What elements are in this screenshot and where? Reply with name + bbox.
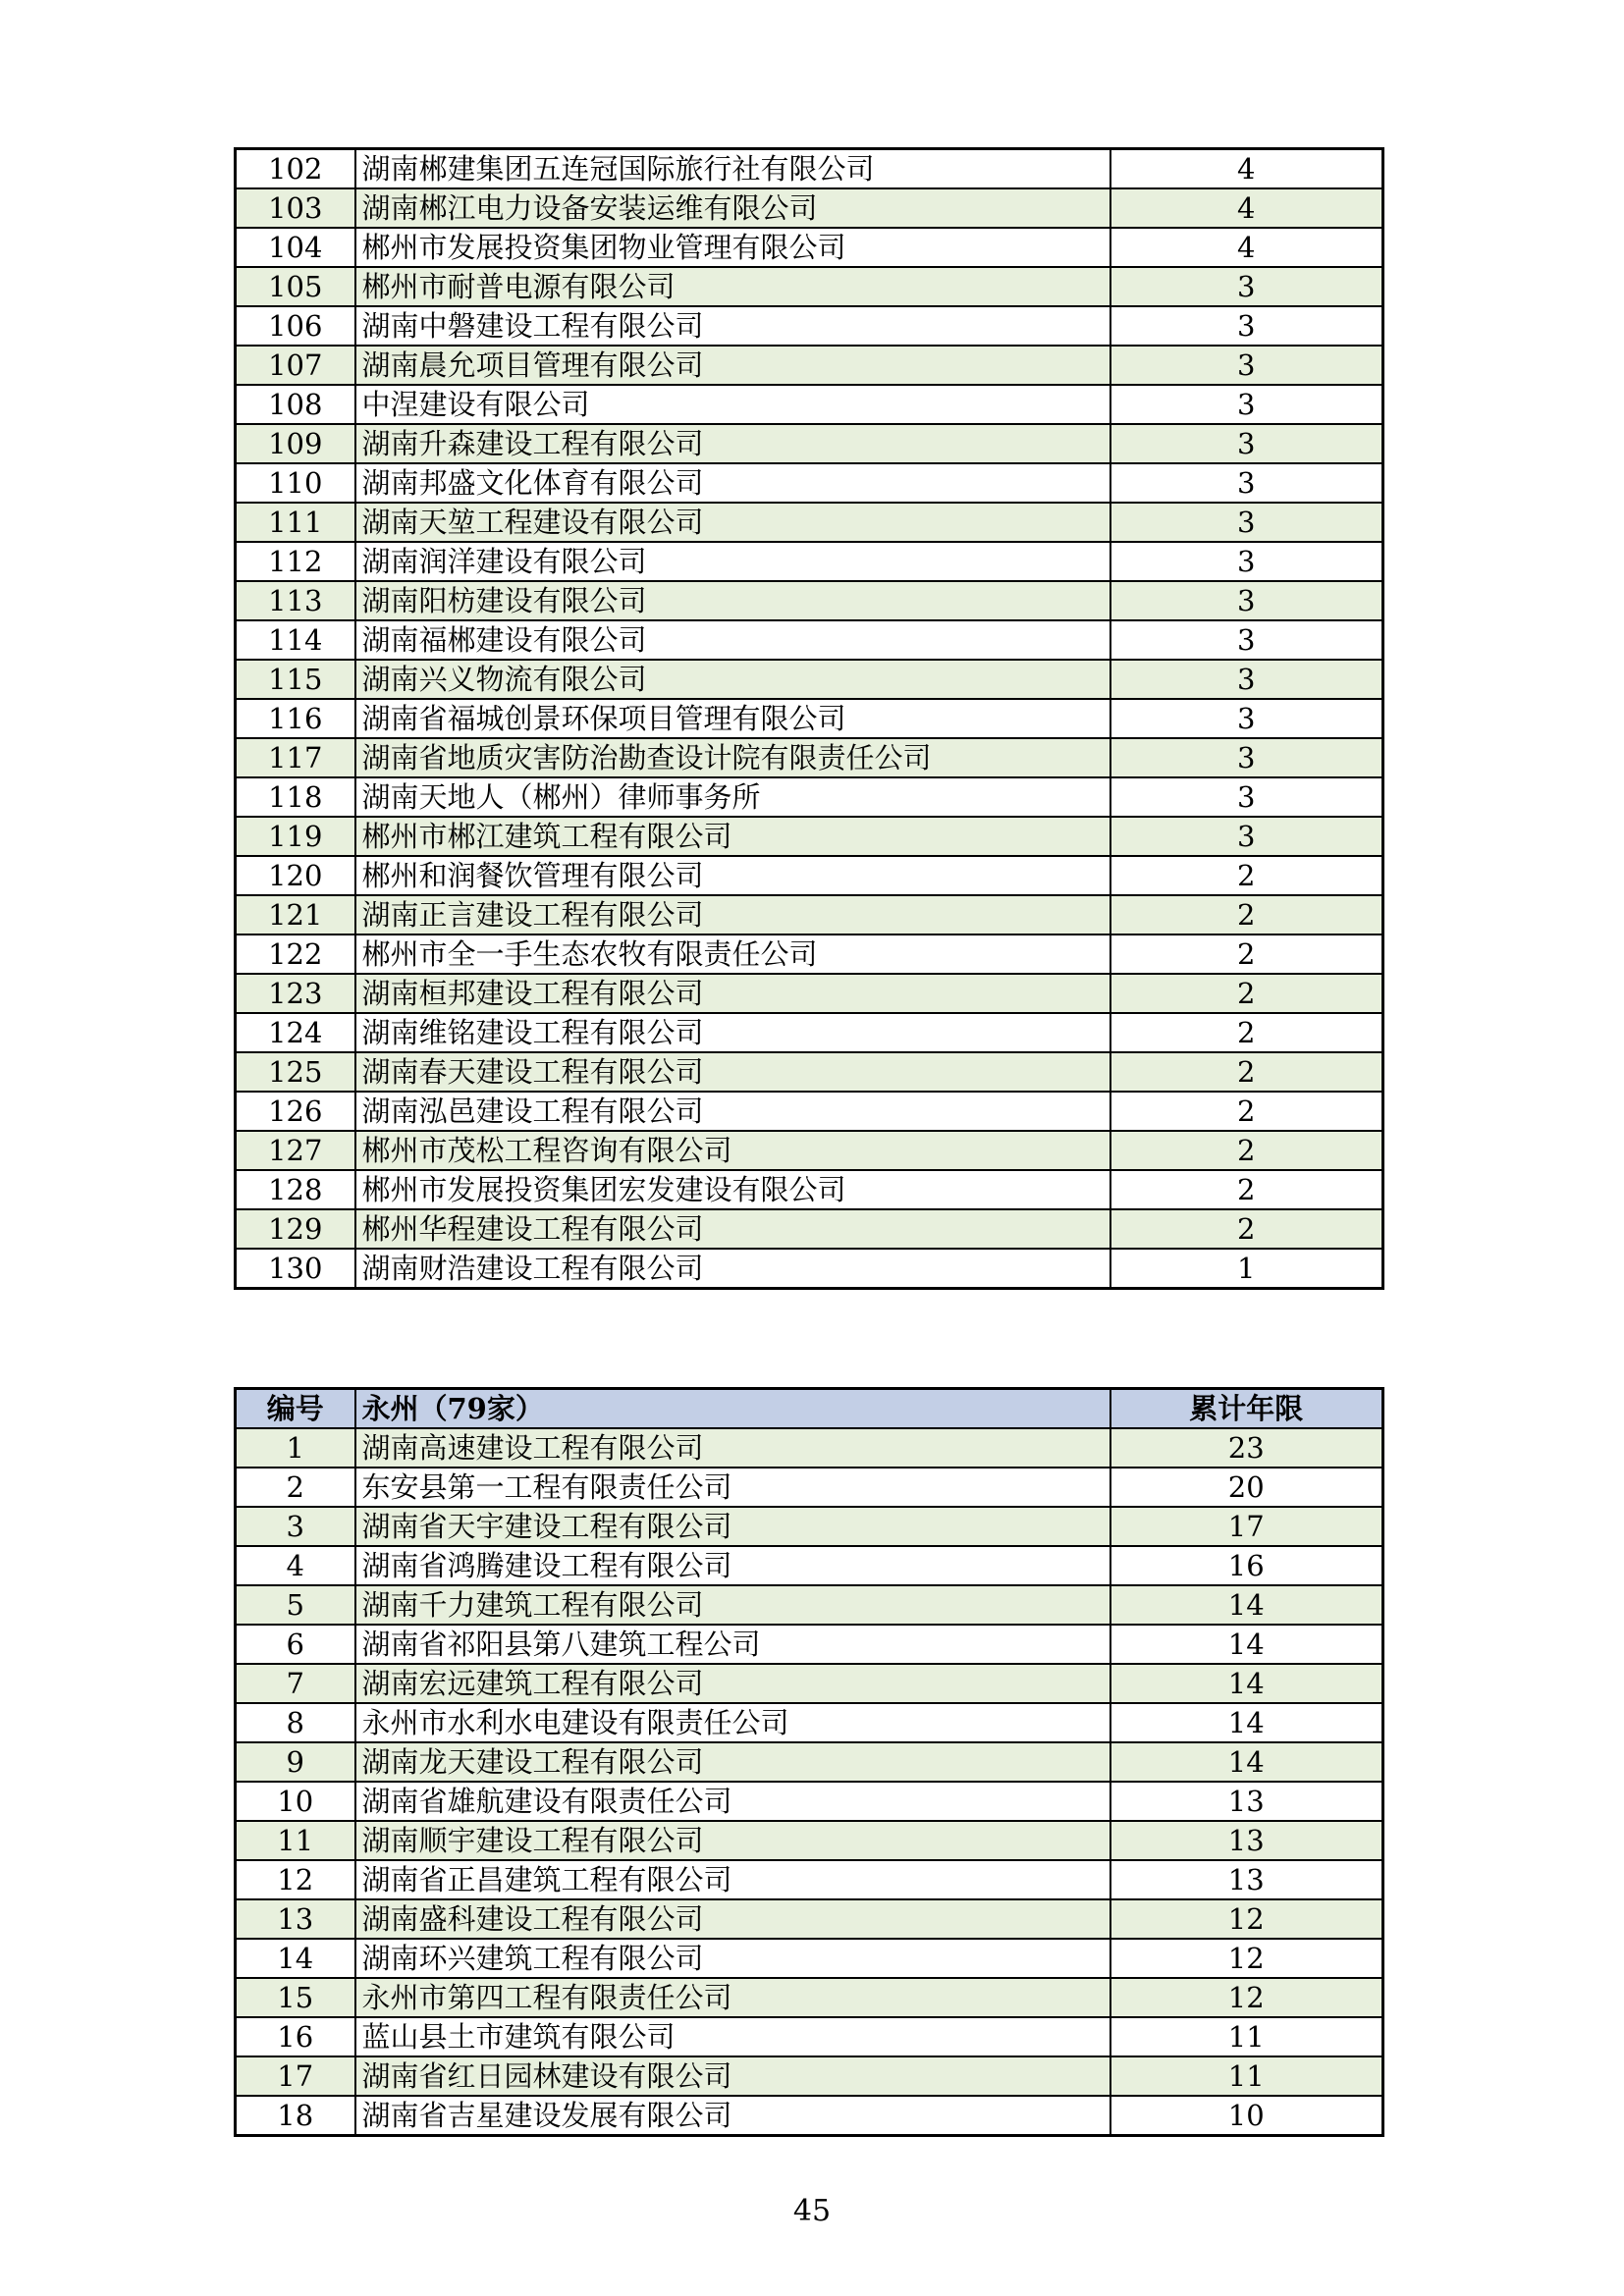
cumulative-years: 3 <box>1110 306 1383 346</box>
company-name: 湖南省雄航建设有限责任公司 <box>355 1782 1110 1821</box>
table-row <box>236 1170 1383 1209</box>
cumulative-years: 14 <box>1110 1742 1383 1782</box>
row-number: 9 <box>236 1742 355 1782</box>
table-row <box>236 463 1383 503</box>
company-name: 郴州华程建设工程有限公司 <box>355 1209 1110 1249</box>
company-name: 湖南财浩建设工程有限公司 <box>355 1249 1110 1289</box>
company-name: 湖南泓邑建设工程有限公司 <box>355 1092 1110 1131</box>
table-row <box>236 1939 1383 1978</box>
cumulative-years: 12 <box>1110 1978 1383 2017</box>
row-number: 103 <box>236 188 355 228</box>
row-number: 18 <box>236 2096 355 2136</box>
row-number: 119 <box>236 817 355 856</box>
company-name: 湖南盛科建设工程有限公司 <box>355 1899 1110 1939</box>
table-row <box>236 1664 1383 1703</box>
table-row <box>236 1209 1383 1249</box>
row-number: 128 <box>236 1170 355 1209</box>
company-name: 湖南省吉星建设发展有限公司 <box>355 2096 1110 2136</box>
cumulative-years: 2 <box>1110 1209 1383 1249</box>
cumulative-years: 13 <box>1110 1860 1383 1899</box>
table-row <box>236 1249 1383 1289</box>
cumulative-years: 3 <box>1110 817 1383 856</box>
row-number: 126 <box>236 1092 355 1131</box>
company-name: 蓝山县土市建筑有限公司 <box>355 2017 1110 2056</box>
row-number: 5 <box>236 1585 355 1625</box>
table-row <box>236 738 1383 777</box>
row-number: 14 <box>236 1939 355 1978</box>
table-row <box>236 503 1383 542</box>
cumulative-years: 1 <box>1110 1249 1383 1289</box>
table-row <box>236 1782 1383 1821</box>
row-number: 12 <box>236 1860 355 1899</box>
table-row <box>236 974 1383 1013</box>
row-number: 4 <box>236 1546 355 1585</box>
table-row <box>236 1131 1383 1170</box>
company-name: 湖南升森建设工程有限公司 <box>355 424 1110 463</box>
cumulative-years: 3 <box>1110 542 1383 581</box>
row-number: 6 <box>236 1625 355 1664</box>
company-name: 湖南省红日园林建设有限公司 <box>355 2056 1110 2096</box>
table-row <box>236 817 1383 856</box>
cumulative-years: 14 <box>1110 1625 1383 1664</box>
company-name: 湖南省鸿腾建设工程有限公司 <box>355 1546 1110 1585</box>
cumulative-years: 3 <box>1110 424 1383 463</box>
company-name: 湖南天堃工程建设有限公司 <box>355 503 1110 542</box>
table-row <box>236 699 1383 738</box>
row-number: 114 <box>236 620 355 660</box>
cumulative-years: 11 <box>1110 2017 1383 2056</box>
table-row <box>236 581 1383 620</box>
row-number: 110 <box>236 463 355 503</box>
row-number: 116 <box>236 699 355 738</box>
table-row <box>236 267 1383 306</box>
cumulative-years: 3 <box>1110 620 1383 660</box>
cumulative-years: 4 <box>1110 149 1383 189</box>
cumulative-years: 13 <box>1110 1782 1383 1821</box>
company-name: 湖南省祁阳县第八建筑工程公司 <box>355 1625 1110 1664</box>
cumulative-years: 2 <box>1110 1131 1383 1170</box>
company-name: 郴州市郴江建筑工程有限公司 <box>355 817 1110 856</box>
table-row <box>236 777 1383 817</box>
cumulative-years: 3 <box>1110 346 1383 385</box>
row-number: 102 <box>236 149 355 189</box>
company-name: 郴州市全一手生态农牧有限责任公司 <box>355 934 1110 974</box>
table-row <box>236 188 1383 228</box>
row-number: 7 <box>236 1664 355 1703</box>
row-number: 127 <box>236 1131 355 1170</box>
row-number: 1 <box>236 1428 355 1468</box>
cumulative-years: 2 <box>1110 856 1383 895</box>
company-name: 湖南省天宇建设工程有限公司 <box>355 1507 1110 1546</box>
row-number: 10 <box>236 1782 355 1821</box>
company-name: 湖南省福城创景环保项目管理有限公司 <box>355 699 1110 738</box>
cumulative-years: 3 <box>1110 267 1383 306</box>
table-row <box>236 542 1383 581</box>
company-table-yongzhou <box>234 1387 1384 2137</box>
table-row <box>236 1585 1383 1625</box>
cumulative-years: 2 <box>1110 1092 1383 1131</box>
company-name: 湖南龙天建设工程有限公司 <box>355 1742 1110 1782</box>
table-header-row <box>236 1389 1383 1429</box>
table-row <box>236 1546 1383 1585</box>
row-number: 111 <box>236 503 355 542</box>
row-number: 112 <box>236 542 355 581</box>
table-row <box>236 856 1383 895</box>
table-row <box>236 2017 1383 2056</box>
row-number: 8 <box>236 1703 355 1742</box>
row-number: 115 <box>236 660 355 699</box>
cumulative-years: 20 <box>1110 1468 1383 1507</box>
company-name: 湖南千力建筑工程有限公司 <box>355 1585 1110 1625</box>
row-number: 120 <box>236 856 355 895</box>
table-row <box>236 895 1383 934</box>
header-region: 永州（79家） <box>355 1389 1110 1429</box>
row-number: 124 <box>236 1013 355 1052</box>
company-table-chenzhou-continued <box>234 147 1384 1290</box>
company-name: 郴州市发展投资集团物业管理有限公司 <box>355 228 1110 267</box>
row-number: 109 <box>236 424 355 463</box>
company-name: 湖南省地质灾害防治勘查设计院有限责任公司 <box>355 738 1110 777</box>
table-row <box>236 2056 1383 2096</box>
row-number: 130 <box>236 1249 355 1289</box>
row-number: 107 <box>236 346 355 385</box>
company-name: 湖南阳枋建设有限公司 <box>355 581 1110 620</box>
company-name: 湖南正言建设工程有限公司 <box>355 895 1110 934</box>
row-number: 122 <box>236 934 355 974</box>
company-name: 湖南郴建集团五连冠国际旅行社有限公司 <box>355 149 1110 189</box>
table-row <box>236 1428 1383 1468</box>
company-name: 永州市第四工程有限责任公司 <box>355 1978 1110 2017</box>
table-row <box>236 424 1383 463</box>
table-row <box>236 1052 1383 1092</box>
table-row <box>236 1860 1383 1899</box>
company-name: 湖南环兴建筑工程有限公司 <box>355 1939 1110 1978</box>
page-number: 45 <box>792 2194 832 2228</box>
company-name: 湖南维铭建设工程有限公司 <box>355 1013 1110 1052</box>
row-number: 13 <box>236 1899 355 1939</box>
cumulative-years: 16 <box>1110 1546 1383 1585</box>
table-row <box>236 1092 1383 1131</box>
cumulative-years: 3 <box>1110 660 1383 699</box>
cumulative-years: 23 <box>1110 1428 1383 1468</box>
row-number: 121 <box>236 895 355 934</box>
row-number: 16 <box>236 2017 355 2056</box>
company-name: 郴州市茂松工程咨询有限公司 <box>355 1131 1110 1170</box>
company-name: 湖南中磐建设工程有限公司 <box>355 306 1110 346</box>
table-row <box>236 1013 1383 1052</box>
table-row <box>236 149 1383 189</box>
cumulative-years: 17 <box>1110 1507 1383 1546</box>
cumulative-years: 12 <box>1110 1939 1383 1978</box>
company-name: 湖南晨允项目管理有限公司 <box>355 346 1110 385</box>
row-number: 104 <box>236 228 355 267</box>
row-number: 108 <box>236 385 355 424</box>
table-row <box>236 306 1383 346</box>
table-row <box>236 385 1383 424</box>
row-number: 117 <box>236 738 355 777</box>
cumulative-years: 10 <box>1110 2096 1383 2136</box>
table-row <box>236 1821 1383 1860</box>
row-number: 11 <box>236 1821 355 1860</box>
company-name: 东安县第一工程有限责任公司 <box>355 1468 1110 1507</box>
row-number: 125 <box>236 1052 355 1092</box>
cumulative-years: 3 <box>1110 385 1383 424</box>
company-name: 中涅建设有限公司 <box>355 385 1110 424</box>
table-row <box>236 2096 1383 2136</box>
table-row <box>236 660 1383 699</box>
cumulative-years: 13 <box>1110 1821 1383 1860</box>
header-number: 编号 <box>236 1389 355 1429</box>
company-name: 湖南邦盛文化体育有限公司 <box>355 463 1110 503</box>
cumulative-years: 3 <box>1110 581 1383 620</box>
table-row <box>236 1899 1383 1939</box>
row-number: 123 <box>236 974 355 1013</box>
row-number: 106 <box>236 306 355 346</box>
table-row <box>236 1625 1383 1664</box>
row-number: 3 <box>236 1507 355 1546</box>
row-number: 105 <box>236 267 355 306</box>
company-name: 永州市水利水电建设有限责任公司 <box>355 1703 1110 1742</box>
table-row <box>236 1507 1383 1546</box>
table-row <box>236 620 1383 660</box>
cumulative-years: 14 <box>1110 1664 1383 1703</box>
cumulative-years: 3 <box>1110 503 1383 542</box>
cumulative-years: 3 <box>1110 463 1383 503</box>
table-row <box>236 1742 1383 1782</box>
cumulative-years: 11 <box>1110 2056 1383 2096</box>
company-name: 郴州和润餐饮管理有限公司 <box>355 856 1110 895</box>
cumulative-years: 4 <box>1110 188 1383 228</box>
cumulative-years: 2 <box>1110 1052 1383 1092</box>
company-name: 湖南高速建设工程有限公司 <box>355 1428 1110 1468</box>
cumulative-years: 2 <box>1110 934 1383 974</box>
table-row <box>236 228 1383 267</box>
row-number: 2 <box>236 1468 355 1507</box>
company-name: 湖南天地人（郴州）律师事务所 <box>355 777 1110 817</box>
company-name: 湖南福郴建设有限公司 <box>355 620 1110 660</box>
cumulative-years: 14 <box>1110 1585 1383 1625</box>
cumulative-years: 3 <box>1110 699 1383 738</box>
company-name: 湖南润洋建设有限公司 <box>355 542 1110 581</box>
company-name: 郴州市发展投资集团宏发建设有限公司 <box>355 1170 1110 1209</box>
row-number: 113 <box>236 581 355 620</box>
table-row <box>236 1703 1383 1742</box>
row-number: 129 <box>236 1209 355 1249</box>
company-name: 郴州市耐普电源有限公司 <box>355 267 1110 306</box>
cumulative-years: 12 <box>1110 1899 1383 1939</box>
row-number: 17 <box>236 2056 355 2096</box>
company-name: 湖南宏远建筑工程有限公司 <box>355 1664 1110 1703</box>
cumulative-years: 2 <box>1110 1170 1383 1209</box>
cumulative-years: 4 <box>1110 228 1383 267</box>
table-row <box>236 934 1383 974</box>
company-name: 湖南春天建设工程有限公司 <box>355 1052 1110 1092</box>
company-name: 湖南兴义物流有限公司 <box>355 660 1110 699</box>
company-name: 湖南桓邦建设工程有限公司 <box>355 974 1110 1013</box>
company-name: 湖南郴江电力设备安装运维有限公司 <box>355 188 1110 228</box>
header-cumulative-years: 累计年限 <box>1110 1389 1383 1429</box>
table-row <box>236 1978 1383 2017</box>
cumulative-years: 2 <box>1110 974 1383 1013</box>
table-row <box>236 346 1383 385</box>
cumulative-years: 3 <box>1110 738 1383 777</box>
table-row <box>236 1468 1383 1507</box>
cumulative-years: 2 <box>1110 895 1383 934</box>
cumulative-years: 2 <box>1110 1013 1383 1052</box>
company-name: 湖南顺宇建设工程有限公司 <box>355 1821 1110 1860</box>
cumulative-years: 14 <box>1110 1703 1383 1742</box>
company-name: 湖南省正昌建筑工程有限公司 <box>355 1860 1110 1899</box>
row-number: 118 <box>236 777 355 817</box>
cumulative-years: 3 <box>1110 777 1383 817</box>
row-number: 15 <box>236 1978 355 2017</box>
